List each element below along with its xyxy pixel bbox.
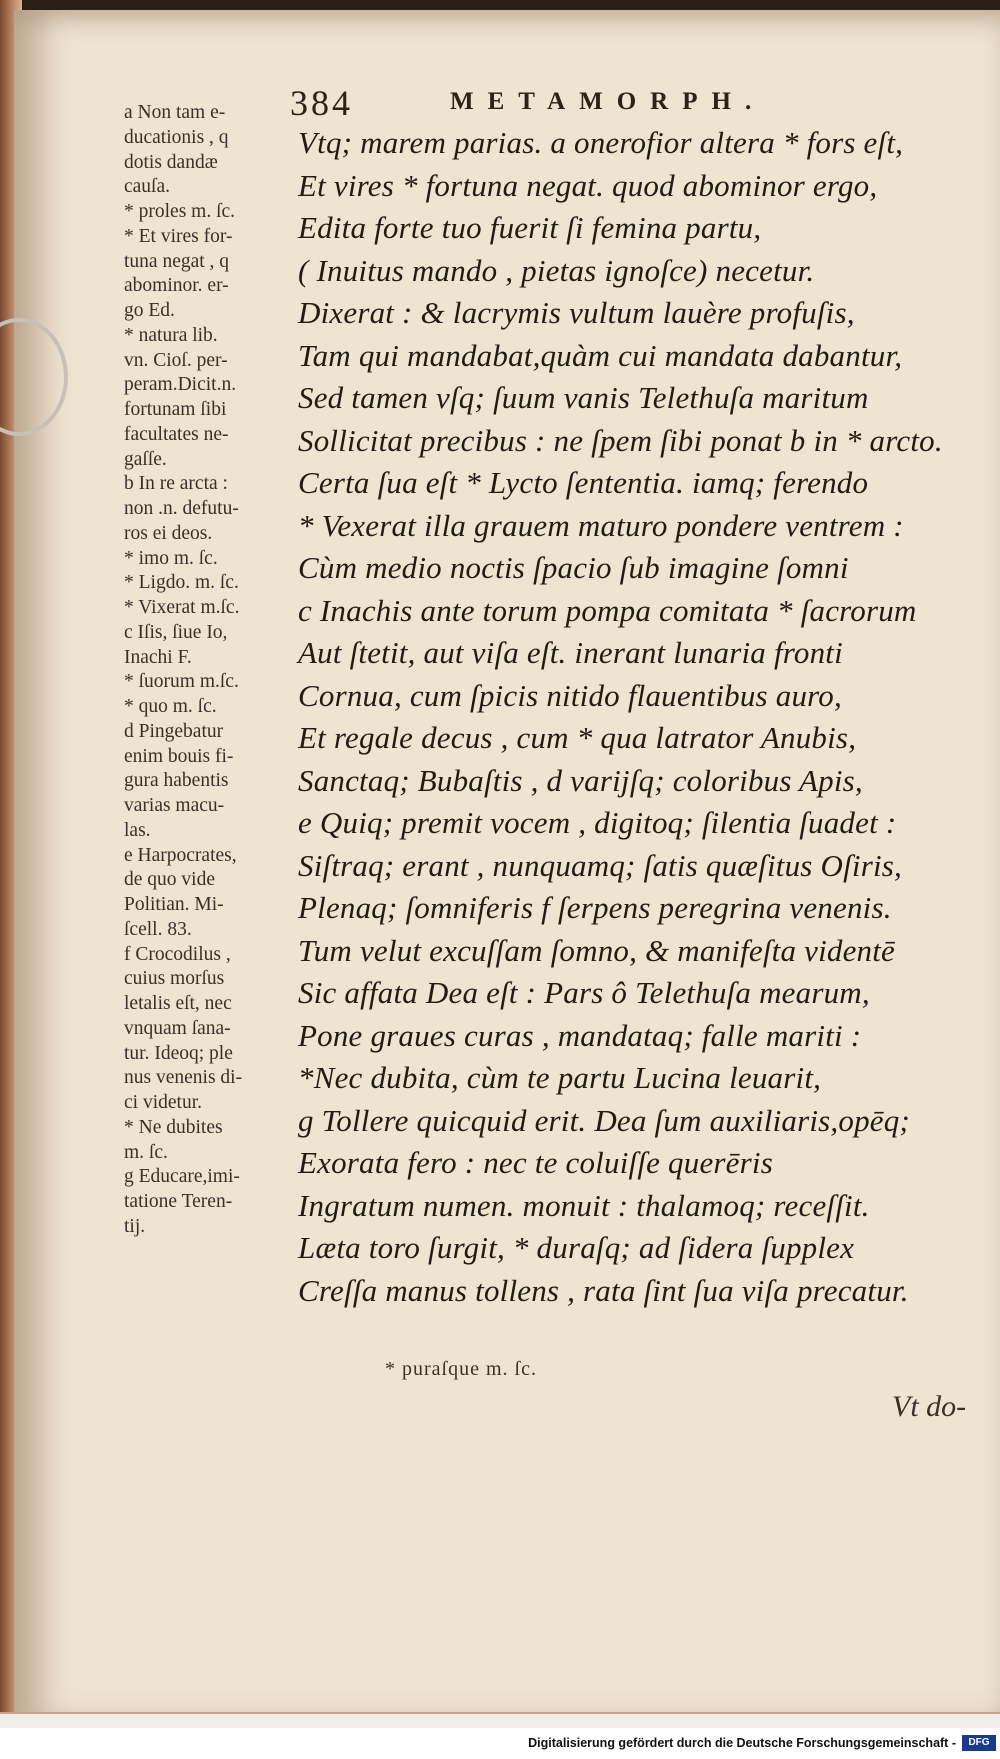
running-title: METAMORPH. bbox=[450, 88, 766, 115]
margin-note-line: * Ne dubites bbox=[124, 1116, 223, 1138]
margin-note-line: * Vixerat m.ſc. bbox=[124, 597, 240, 618]
margin-note-line: * ſuorum m.ſc. bbox=[124, 671, 239, 693]
margin-note-line: * imo m. ſc. bbox=[124, 547, 218, 569]
margin-note-line: fortunam ſibi bbox=[124, 399, 227, 420]
margin-note-line: m. ſc. bbox=[124, 1141, 168, 1163]
margin-note-line: ſcell. 83. bbox=[124, 918, 192, 940]
verse-line: Ingratum numen. monuit : thalamoq; receſſit. bbox=[298, 1187, 870, 1223]
margin-note-line: go Ed. bbox=[124, 300, 175, 321]
margin-note-line: ci videtur. bbox=[124, 1092, 202, 1113]
verse-line: g Tollere quicquid erit. Dea ſum auxiliaris,opēq; bbox=[298, 1102, 910, 1138]
margin-note-line: * quo m. ſc. bbox=[124, 696, 217, 717]
margin-note-line: Politian. Mi- bbox=[124, 894, 224, 915]
verse-line: Cornua, cum ſpicis nitido flauentibus auro, bbox=[298, 677, 842, 713]
margin-note-line: ros ei deos. bbox=[124, 522, 213, 544]
margin-note-line: enim bouis fi- bbox=[124, 745, 234, 767]
margin-note-line: vnquam ſana- bbox=[124, 1017, 231, 1039]
margin-note-line: dotis dandæ bbox=[124, 151, 218, 173]
verse-line: Tum velut excuſſam ſomno, & manifeſta videntē bbox=[298, 932, 896, 968]
verse-line: Exorata fero : nec te coluiſſe querēris bbox=[298, 1145, 773, 1180]
verse-line: Læta toro ſurgit, * duraſq; ad ſidera ſupplex bbox=[298, 1230, 855, 1265]
verse-line: Certa ſua eſt * Lycto ſententia. iamq; ferendo bbox=[298, 465, 869, 500]
verse-line: Cùm medio noctis ſpacio ſub imagine ſomni bbox=[298, 550, 849, 585]
margin-note-line: gaſſe. bbox=[124, 448, 167, 470]
verse-line: e Quiq; premit vocem , digitoq; ſilentia ſuadet : bbox=[298, 805, 897, 840]
margin-note-line: * natura lib. bbox=[124, 324, 218, 346]
margin-note-line: tuna negat , q bbox=[124, 250, 230, 272]
verse-line: ( Inuitus mando , pietas ignoſce) necetur. bbox=[298, 252, 815, 288]
verse-line: Vtq; marem parias. a onerofior altera * fors eſt, bbox=[298, 125, 904, 160]
margin-note-line: a Non tam e- bbox=[124, 102, 226, 123]
margin-note-line: * proles m. ſc. bbox=[124, 201, 236, 222]
digitization-credit: Digitalisierung gefördert durch die Deutsche Forschungsgemeinschaft - bbox=[528, 1736, 956, 1750]
margin-note-line: varias macu- bbox=[124, 795, 225, 816]
verse-line: Aut ſtetit, aut viſa eſt. inerant lunaria fronti bbox=[298, 635, 843, 670]
verse-line: Tam qui mandabat,quàm cui mandata dabantur, bbox=[298, 337, 903, 373]
verse-line: Dixerat : & lacrymis vultum lauère profuſis, bbox=[298, 295, 855, 330]
verse-line: Sic affata Dea eſt : Pars ô Telethuſa mearum, bbox=[298, 975, 870, 1010]
verse-line: Sed tamen vſq; ſuum vanis Telethuſa maritum bbox=[298, 380, 869, 415]
margin-note-line: * Et vires for- bbox=[124, 225, 233, 247]
margin-note-line: b In re arcta : bbox=[124, 473, 228, 495]
margin-note-line: cuius morſus bbox=[124, 968, 225, 990]
margin-note-line: gura habentis bbox=[124, 770, 229, 792]
verse-line: * Vexerat illa grauem maturo pondere ventrem : bbox=[298, 507, 904, 543]
page-header bbox=[290, 82, 890, 122]
verse-line: Siſtraq; erant , nunquamq; ſatis quæſitus Oſiris, bbox=[298, 847, 903, 883]
margin-note-line: ducationis , q bbox=[124, 126, 229, 148]
margin-note-line: * Ligdo. m. ſc. bbox=[124, 572, 239, 594]
margin-note-line: e Harpocrates, bbox=[124, 844, 237, 866]
margin-note-line: d Pingebatur bbox=[124, 720, 224, 742]
page-number: 384 bbox=[290, 83, 353, 123]
verse-line: Sanctaq; Bubaſtis , d varijſq; coloribus Apis, bbox=[298, 762, 863, 798]
margin-note-line: g Educare,imi- bbox=[124, 1166, 240, 1188]
verse-line: Plenaq; ſomniferis f ſerpens peregrina venenis. bbox=[298, 890, 892, 925]
margin-note-line: f Crocodilus , bbox=[124, 943, 231, 965]
margin-note-line: las. bbox=[124, 819, 151, 841]
margin-note-line: cauſa. bbox=[124, 176, 171, 198]
dfg-logo: DFG bbox=[962, 1735, 996, 1751]
margin-note-line: vn. Cioſ. per- bbox=[124, 349, 228, 371]
verse-line: Sollicitat precibus : ne ſpem ſibi ponat b in * arcto. bbox=[298, 422, 943, 458]
verse-line: Et regale decus , cum * qua latrator Anubis, bbox=[298, 720, 857, 755]
margin-note-line: tij. bbox=[124, 1215, 146, 1237]
margin-note-line: non .n. defutu- bbox=[124, 498, 239, 519]
verse-line: Pone graues curas , mandataq; falle mariti : bbox=[298, 1017, 862, 1053]
footer-strip bbox=[0, 1712, 1000, 1728]
margin-note-line: de quo vide bbox=[124, 869, 215, 891]
margin-note-line: letalis eſt, nec bbox=[124, 993, 232, 1014]
verse-line: Creſſa manus tollens , rata ſint ſua viſa precatur. bbox=[298, 1272, 909, 1308]
verse-line: c Inachis ante torum pompa comitata * ſacrorum bbox=[298, 592, 917, 628]
margin-note-line: c Iſis, ſiue Io, bbox=[124, 621, 228, 643]
margin-note-line: abominor. er- bbox=[124, 275, 229, 297]
verse-line: Et vires * fortuna negat. quod abominor ergo, bbox=[298, 167, 878, 203]
verse-line: Edita forte tuo fuerit ſi femina partu, bbox=[298, 210, 762, 245]
margin-note-line: nus venenis di- bbox=[124, 1067, 243, 1089]
catchword: Vt do- bbox=[892, 1390, 967, 1423]
margin-note-line: tatione Teren- bbox=[124, 1191, 233, 1212]
footnote: * puraſque m. ſc. bbox=[385, 1358, 537, 1380]
margin-note-line: facultates ne- bbox=[124, 423, 229, 445]
margin-note-line: tur. Ideoq; ple bbox=[124, 1042, 233, 1064]
margin-note-line: peram.Dicit.n. bbox=[124, 374, 237, 396]
margin-note-line: Inachi F. bbox=[124, 646, 192, 668]
verse-line: *Nec dubita, cùm te partu Lucina leuarit, bbox=[298, 1060, 822, 1095]
